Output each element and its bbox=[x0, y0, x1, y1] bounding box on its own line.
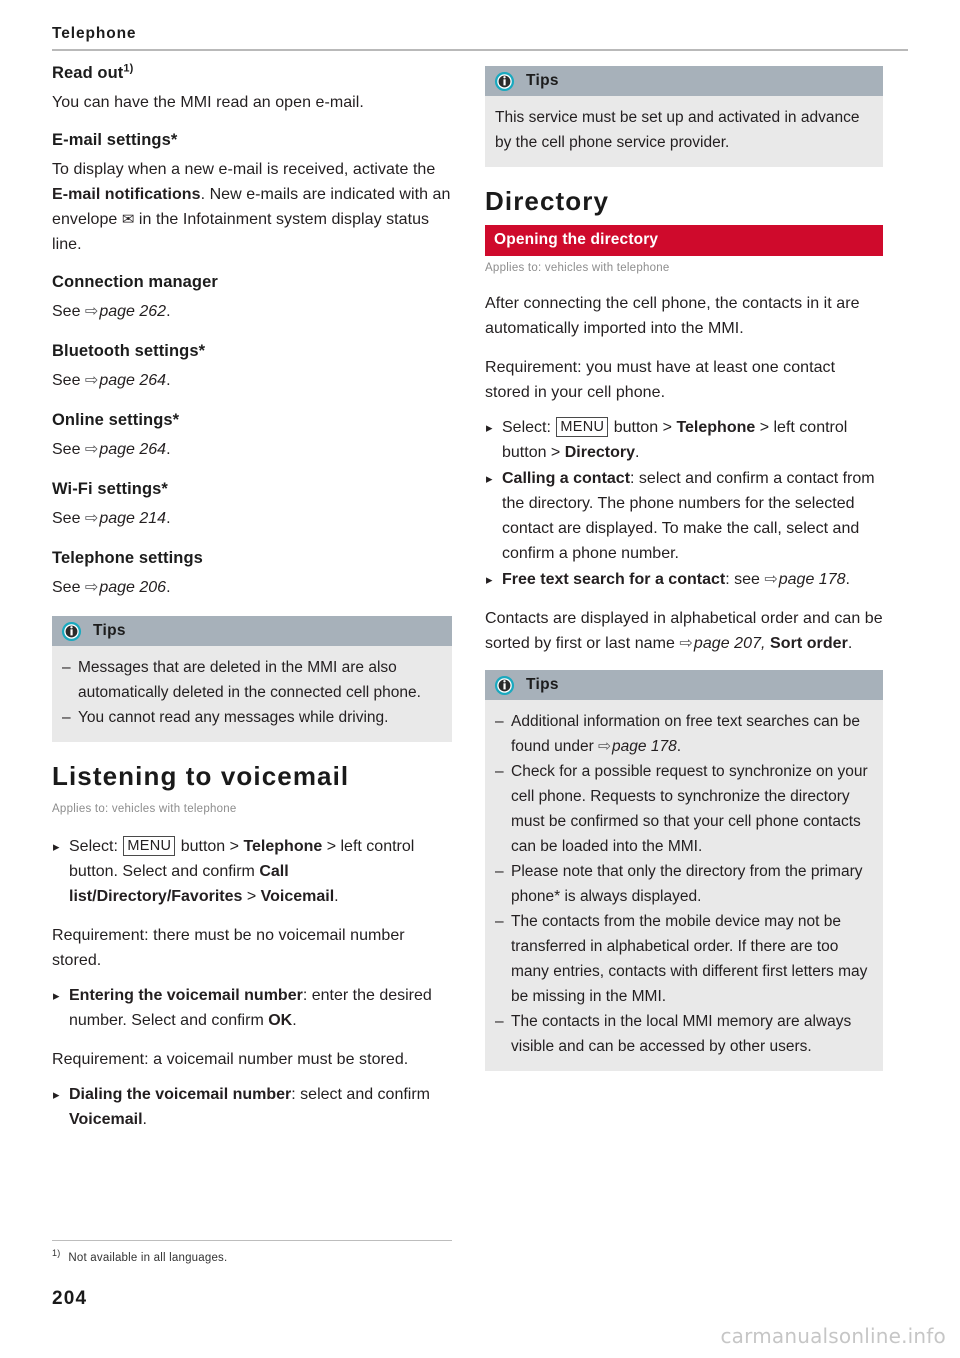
see-suffix: . bbox=[166, 372, 171, 389]
dialing-suffix: . bbox=[142, 1111, 147, 1128]
paragraph-directory-closing bbox=[485, 606, 883, 656]
free-text-suffix: . bbox=[845, 571, 850, 588]
see-label: See bbox=[52, 579, 81, 596]
right-column bbox=[485, 62, 883, 1089]
tips-body bbox=[485, 700, 883, 1071]
xref-arrow-icon: ⇨ bbox=[84, 441, 99, 458]
select-prefix: Select: bbox=[502, 419, 556, 436]
footnote-text: Not available in all languages. bbox=[68, 1252, 228, 1265]
tips-header bbox=[485, 670, 883, 700]
xref-target[interactable]: page 264 bbox=[99, 372, 167, 389]
list-item: – Messages that are deleted in the MMI are also automatically deleted in the connected cell phone. bbox=[62, 655, 440, 705]
xref-target[interactable]: page 206 bbox=[99, 579, 167, 596]
calling-text: : select and confirm a contact from the directory. The phone numbers for the selected contact are displayed. To make the call, select and confirm a phone number. bbox=[502, 470, 875, 562]
email-text-3: in the Infotainment system display status line. bbox=[52, 211, 430, 253]
list-item-entering-number bbox=[52, 983, 452, 1033]
email-notifications-term: E-mail notifications bbox=[52, 186, 201, 203]
xref-target[interactable]: page 207, bbox=[693, 635, 766, 652]
footnote-marker-1: 1) bbox=[123, 62, 134, 75]
heading-wifi-settings: Wi-Fi settings* bbox=[52, 480, 168, 498]
heading-online-settings: Online settings* bbox=[52, 411, 180, 429]
see-suffix: . bbox=[166, 441, 171, 458]
step-suffix: . bbox=[334, 888, 339, 905]
see-connection-manager bbox=[52, 299, 452, 324]
see-suffix: . bbox=[166, 579, 171, 596]
xref-arrow-icon: ⇨ bbox=[598, 738, 612, 755]
tips-list bbox=[495, 709, 871, 1059]
footnote-marker: 1) bbox=[52, 1248, 61, 1259]
menu-item-telephone: Telephone bbox=[243, 838, 323, 855]
list-item: – Please note that only the directory from the primary phone* is always displayed. bbox=[495, 859, 871, 909]
applies-to-directory: Applies to: vehicles with telephone bbox=[485, 262, 670, 274]
list-item: – Check for a possible request to synchronize on your cell phone. Requests to synchronize the directory must be confirmed so that your cell phone contacts can be loaded into the MMI. bbox=[495, 759, 871, 859]
menu-item-directory: Directory bbox=[564, 444, 635, 461]
footnote-area bbox=[52, 1240, 452, 1266]
running-header bbox=[52, 24, 908, 51]
dialing-term: Dialing the voicemail number bbox=[69, 1086, 292, 1103]
heading-read-out bbox=[52, 62, 452, 84]
list-item-free-text-search bbox=[485, 567, 883, 592]
tips-callout-left bbox=[52, 616, 452, 742]
see-label: See bbox=[52, 303, 81, 320]
list-item bbox=[495, 709, 871, 759]
entering-suffix: . bbox=[292, 1012, 297, 1029]
chapter-title-listening-to-voicemail: Listening to voicemail bbox=[52, 761, 350, 791]
see-online-settings bbox=[52, 437, 452, 462]
paragraph-directory-requirement: Requirement: you must have at least one contact stored in your cell phone. bbox=[485, 359, 836, 401]
xref-target[interactable]: page 264 bbox=[99, 441, 167, 458]
tips-title: Tips bbox=[93, 622, 126, 639]
select-prefix: Select: bbox=[69, 838, 123, 855]
chapter-title-directory: Directory bbox=[485, 186, 610, 216]
xref-arrow-icon: ⇨ bbox=[84, 372, 99, 389]
info-icon bbox=[494, 71, 515, 92]
see-label: See bbox=[52, 441, 81, 458]
see-bluetooth-settings bbox=[52, 368, 452, 393]
closing-suffix: . bbox=[847, 635, 853, 652]
tips-title: Tips bbox=[526, 72, 559, 89]
step-mid-1: button > bbox=[176, 838, 244, 855]
running-header-title: Telephone bbox=[52, 25, 137, 42]
closing-text-1: Contacts are displayed in alphabetical order and can be sorted by first or last name bbox=[485, 610, 883, 652]
free-text-mid: : see bbox=[725, 571, 765, 588]
free-text-term: Free text search for a contact bbox=[502, 571, 726, 588]
paragraph-requirement-1: Requirement: there must be no voicemail number stored. bbox=[52, 927, 405, 969]
envelope-icon: ✉ bbox=[121, 211, 135, 228]
step-mid-1: button > bbox=[609, 419, 677, 436]
list-item: – The contacts from the mobile device may not be transferred in alphabetical order. If there are too many entries, contacts with different first letters may be missing in the MMI. bbox=[495, 909, 871, 1009]
footnote bbox=[52, 1250, 452, 1266]
xref-target[interactable]: page 262 bbox=[99, 303, 167, 320]
see-label: See bbox=[52, 372, 81, 389]
heading-bluetooth-settings: Bluetooth settings* bbox=[52, 342, 206, 360]
tips-title: Tips bbox=[526, 676, 559, 693]
heading-telephone-settings: Telephone settings bbox=[52, 549, 203, 567]
tips-body bbox=[485, 96, 883, 167]
tips-list bbox=[62, 655, 440, 730]
page-number: 204 bbox=[52, 1288, 88, 1309]
tips-callout-right-top bbox=[485, 66, 883, 167]
menu-item-call-list: Call list/Directory/Favorites bbox=[69, 863, 289, 905]
xref-target[interactable]: page 178 bbox=[778, 571, 846, 588]
directory-step-list bbox=[485, 415, 883, 592]
email-text-1: To display when a new e-mail is received, activate the bbox=[52, 161, 436, 178]
tip-text: Additional information on free text searches can be found under bbox=[511, 713, 860, 755]
heading-email-settings: E-mail settings* bbox=[52, 131, 178, 149]
step-suffix: . bbox=[634, 444, 640, 461]
step-mid-3: > bbox=[242, 888, 261, 905]
step-mid-2: > left control button > bbox=[502, 419, 848, 461]
xref-arrow-icon: ⇨ bbox=[679, 635, 693, 652]
menu-button-keycap[interactable]: MENU bbox=[556, 417, 608, 437]
see-suffix: . bbox=[166, 303, 171, 320]
calling-term: Calling a contact bbox=[502, 470, 631, 487]
paragraph-requirement-2: Requirement: a voicemail number must be stored. bbox=[52, 1051, 409, 1068]
xref-target[interactable]: page 178 bbox=[612, 738, 677, 755]
xref-arrow-icon: ⇨ bbox=[84, 510, 99, 527]
applies-to-voicemail: Applies to: vehicles with telephone bbox=[52, 803, 237, 815]
paragraph-directory-intro: After connecting the cell phone, the contacts in it are automatically imported into the MMI. bbox=[485, 295, 860, 337]
voicemail-entering-list bbox=[52, 983, 452, 1033]
xref-arrow-icon: ⇨ bbox=[764, 571, 778, 588]
ok-button-label: OK bbox=[268, 1012, 293, 1029]
list-item-calling-contact bbox=[485, 466, 883, 566]
menu-item-telephone: Telephone bbox=[676, 419, 756, 436]
info-icon bbox=[61, 621, 82, 642]
voicemail-dialing-list bbox=[52, 1082, 452, 1132]
tips-header bbox=[485, 66, 883, 96]
entering-term: Entering the voicemail number bbox=[69, 987, 303, 1004]
see-wifi-settings bbox=[52, 506, 452, 531]
heading-read-out-text: Read out bbox=[52, 64, 124, 82]
paragraph-read-out: You can have the MMI read an open e-mail. bbox=[52, 94, 364, 111]
voicemail-step-list bbox=[52, 834, 452, 909]
tips-body bbox=[52, 646, 452, 742]
see-label: See bbox=[52, 510, 81, 527]
list-item-dialing-number bbox=[52, 1082, 452, 1132]
watermark: carmanualsonline.info bbox=[720, 1324, 946, 1348]
xref-arrow-icon: ⇨ bbox=[84, 303, 99, 320]
sort-order-term: Sort order bbox=[770, 635, 848, 652]
menu-item-voicemail: Voicemail bbox=[260, 888, 335, 905]
see-suffix: . bbox=[166, 510, 171, 527]
xref-arrow-icon: ⇨ bbox=[84, 579, 99, 596]
heading-connection-manager: Connection manager bbox=[52, 273, 218, 291]
left-column bbox=[52, 62, 452, 1146]
list-item: – The contacts in the local MMI memory are always visible and can be accessed by other users. bbox=[495, 1009, 871, 1059]
entering-text: : enter the desired number. Select and confirm bbox=[69, 987, 432, 1029]
footnote-rule bbox=[52, 1240, 452, 1241]
header-rule bbox=[52, 49, 908, 51]
voicemail-menu-label: Voicemail bbox=[69, 1111, 143, 1128]
tips-paragraph: This service must be set up and activated in advance by the cell phone service provider. bbox=[495, 109, 860, 151]
see-telephone-settings bbox=[52, 575, 452, 600]
section-bar-opening-the-directory: Opening the directory bbox=[485, 225, 883, 256]
step-mid-2: > left control button. Select and confirm bbox=[69, 838, 415, 880]
tips-header bbox=[52, 616, 452, 646]
paragraph-email-settings bbox=[52, 157, 452, 257]
tips-callout-right-bottom bbox=[485, 670, 883, 1071]
dialing-text: : select and confirm bbox=[291, 1086, 431, 1103]
email-text-2: . New e-mails are indicated with an envelope bbox=[52, 186, 451, 228]
list-item-select-path bbox=[485, 415, 883, 465]
list-item-select-path bbox=[52, 834, 452, 909]
info-icon bbox=[494, 675, 515, 696]
menu-button-keycap[interactable]: MENU bbox=[123, 836, 175, 856]
tip-suffix: . bbox=[676, 738, 682, 755]
list-item: – You cannot read any messages while driving. bbox=[62, 705, 440, 730]
xref-target[interactable]: page 214 bbox=[99, 510, 167, 527]
